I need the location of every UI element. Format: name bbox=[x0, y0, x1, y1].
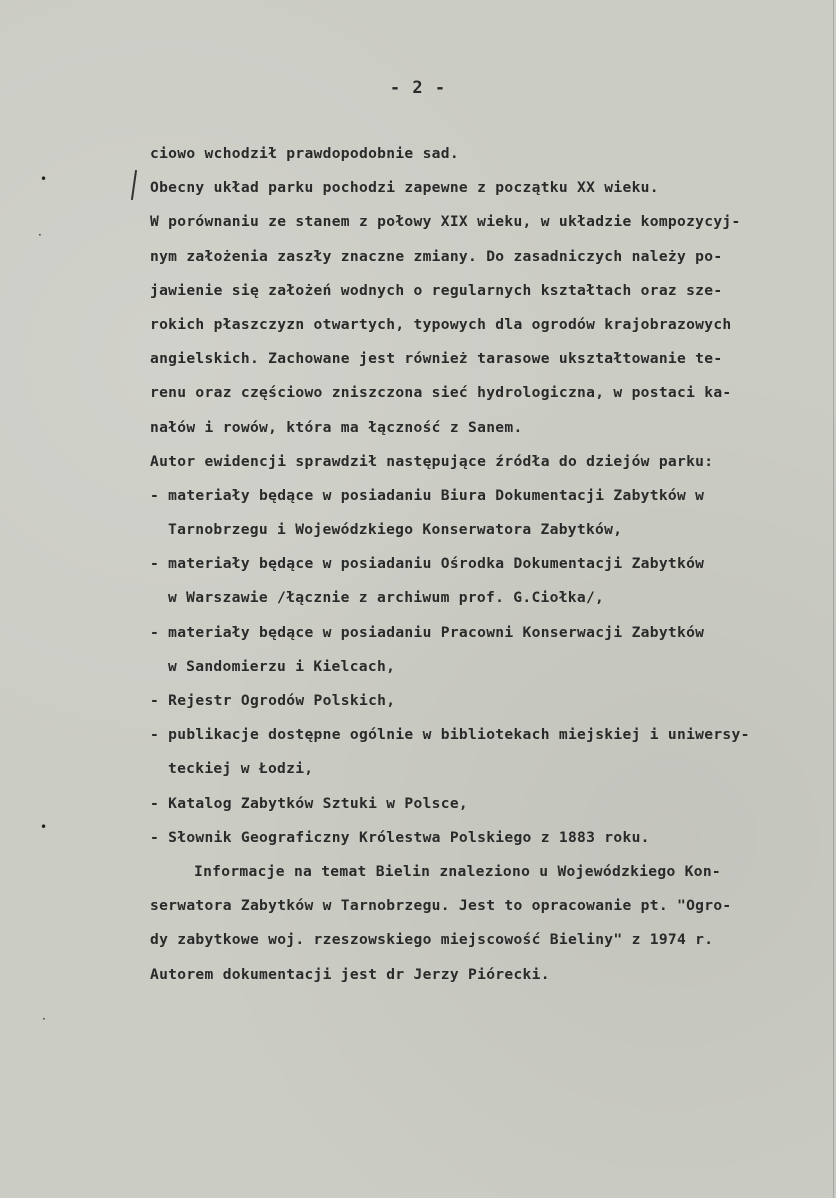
margin-pencil-mark bbox=[131, 170, 137, 200]
text-line: Obecny układ parku pochodzi zapewne z początku XX wieku. bbox=[150, 179, 659, 197]
list-item-continuation: w Sandomierzu i Kielcach, bbox=[168, 657, 396, 675]
text-line: Informacje na temat Bielin znaleziono u Wojewódzkiego Kon- bbox=[194, 862, 721, 880]
list-item: - Rejestr Ogrodów Polskich, bbox=[150, 692, 396, 709]
text-line: nałów i rowów, która ma łączność z Sanem. bbox=[150, 418, 523, 436]
page-number: - 2 - bbox=[389, 78, 447, 98]
list-item: - materiały będące w posiadaniu Pracowni Konserwacji Zabytków bbox=[150, 623, 705, 641]
list-item-continuation: Tarnobrzegu i Wojewódzkiego Konserwatora Zabytków, bbox=[168, 521, 623, 539]
list-item: - materiały będące w posiadaniu Biura Dokumentacji Zabytków w bbox=[150, 486, 705, 504]
text-line: angielskich. Zachowane jest również tarasowe ukształtowanie te- bbox=[150, 350, 723, 368]
document-body bbox=[150, 143, 830, 998]
list-item-continuation: w Warszawie /łącznie z archiwum prof. G.Ciołka/, bbox=[168, 589, 605, 607]
list-item: - publikacje dostępne ogólnie w bibliotekach miejskiej i uniwersy- bbox=[150, 726, 750, 744]
margin-dot: · bbox=[38, 228, 42, 242]
list-item-continuation: teckiej w Łodzi, bbox=[168, 760, 314, 778]
text-line: nym założenia zaszły znaczne zmiany. Do zasadniczych należy po- bbox=[150, 247, 723, 265]
list-item: - Katalog Zabytków Sztuki w Polsce, bbox=[150, 794, 469, 812]
text-line: Autor ewidencji sprawdził następujące źródła do dziejów parku: bbox=[150, 452, 714, 470]
text-line: renu oraz częściowo zniszczona sieć hydrologiczna, w postaci ka- bbox=[150, 384, 732, 402]
text-line: serwatora Zabytków w Tarnobrzegu. Jest to opracowanie pt. "Ogro- bbox=[150, 897, 732, 915]
page-edge-line bbox=[833, 0, 834, 1198]
text-line: ciowo wchodził prawdopodobnie sad. bbox=[150, 145, 459, 162]
text-line: jawienie się założeń wodnych o regularnych kształtach oraz sze- bbox=[150, 281, 723, 299]
margin-dot: • bbox=[40, 820, 48, 834]
list-item: - materiały będące w posiadaniu Ośrodka Dokumentacji Zabytków bbox=[150, 555, 705, 573]
text-line: dy zabytkowe woj. rzeszowskiego miejscowość Bieliny" z 1974 r. bbox=[150, 931, 714, 949]
list-item: - Słownik Geograficzny Królestwa Polskiego z 1883 roku. bbox=[150, 828, 650, 846]
text-line: rokich płaszczyzn otwartych, typowych dla ogrodów krajobrazowych bbox=[150, 315, 732, 333]
margin-dot: · bbox=[42, 1012, 46, 1026]
margin-dot: • bbox=[40, 172, 48, 186]
text-line: W porównaniu ze stanem z połowy XIX wieku, w układzie kompozycyj- bbox=[150, 213, 741, 231]
text-line: Autorem dokumentacji jest dr Jerzy Piórecki. bbox=[150, 965, 550, 983]
